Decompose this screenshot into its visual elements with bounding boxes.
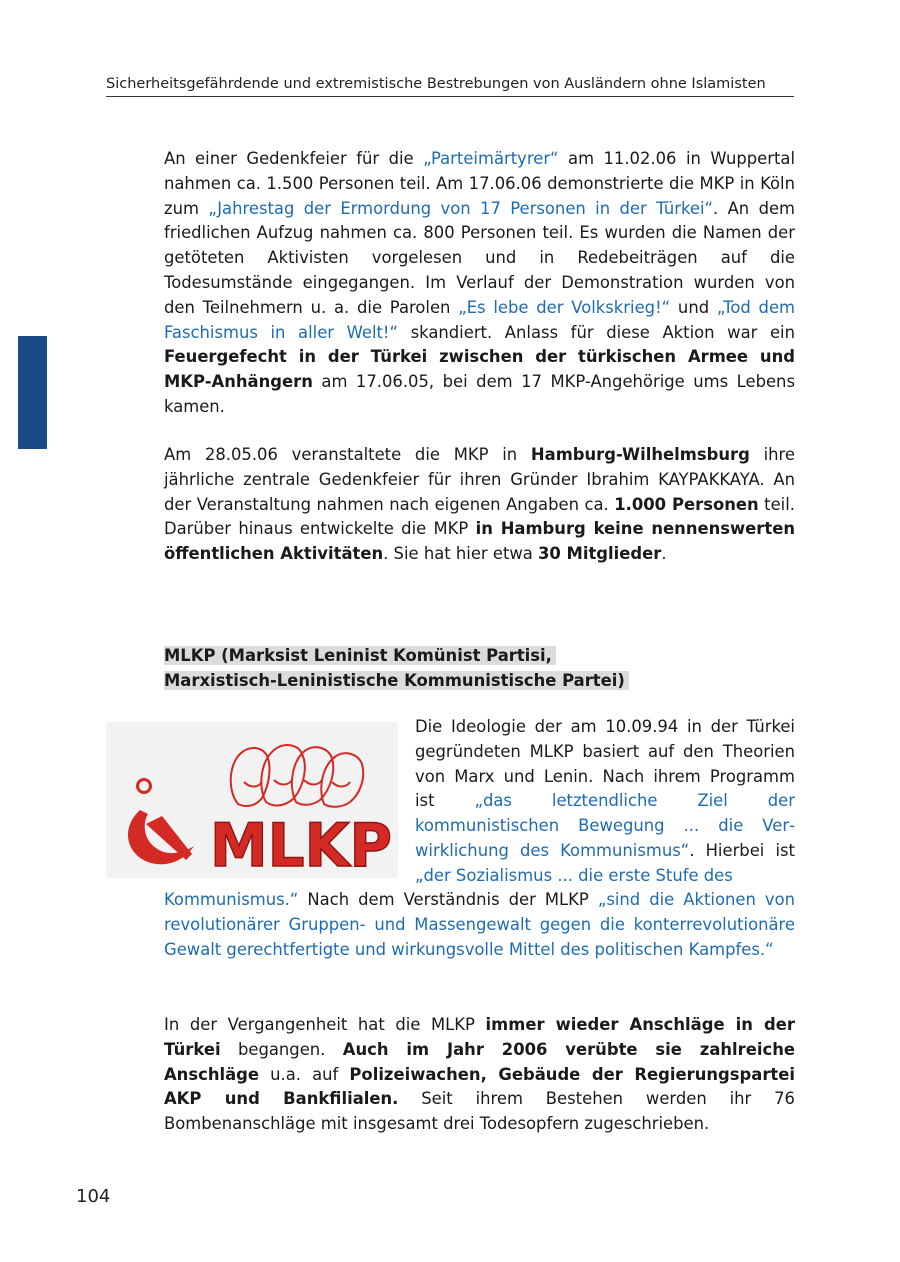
quote: Kommunismus.“ xyxy=(164,890,299,909)
text: skandiert. Anlass für diese Aktion war ein xyxy=(398,322,795,342)
emphasis: Feuergefecht in der Türkei zwischen der türkischen Armee und MKP-Anhängern xyxy=(164,347,795,392)
quote: „sind die Aktionen von revolutionärer Gruppen- und Massengewalt gegen die konterrevolutionäre Gewalt gerechtfertigte und wirkungsvolle Mittel des politischen Kampfes.“ xyxy=(164,890,795,959)
paragraph-mlkp-attacks xyxy=(164,1013,795,1137)
text: . xyxy=(661,544,667,564)
emphasis: Auch im Jahr 2006 verübte sie zahlreiche Anschläge xyxy=(164,1039,795,1084)
quote: „Jahrestag der Ermordung von 17 Personen in der Türkei“ xyxy=(208,198,714,218)
paragraph-mkp-events xyxy=(164,147,795,420)
text: . Hierbei ist xyxy=(689,840,795,860)
text: Die Ideologie der am 10.09.94 in der Türkei gegründeten MLKP basiert auf den Theorien von Marx und Lenin. Nach ihrem Programm ist xyxy=(415,717,795,811)
emphasis: immer wieder Anschläge in der Türkei xyxy=(164,1015,795,1059)
text: . Sie hat hier etwa xyxy=(383,544,539,564)
emphasis: in Hamburg keine nennenswerten öffentlichen Aktivitäten xyxy=(164,519,795,564)
paragraph-mlkp-ideology-cont xyxy=(164,888,795,962)
running-header: Sicherheitsgefährdende und extremistische Bestrebungen von Ausländern ohne Islamisten xyxy=(106,76,794,97)
text: Am 28.05.06 veranstaltete die MKP in xyxy=(164,445,531,464)
text: u.a. auf xyxy=(259,1064,350,1084)
emphasis: 30 Mitglieder xyxy=(538,544,662,564)
page-number: 104 xyxy=(76,1186,111,1207)
text: und xyxy=(670,297,717,317)
emphasis: Polizeiwachen, Gebäude der Regierungspartei AKP und Bankfilialen. xyxy=(164,1064,795,1109)
text: Nach dem Verständnis der MLKP xyxy=(298,890,598,909)
emphasis: 1.000 Personen xyxy=(614,494,759,514)
emphasis: Hamburg-Wilhelmsburg xyxy=(530,445,750,464)
section-heading-mlkp xyxy=(164,643,629,693)
text: ihre jährliche zentrale Gedenkfeier für ihren Gründer Ibrahim KAYPAKKAYA. An der Veranstaltung nahmen nach eigenen Angaben ca. xyxy=(164,445,795,514)
logo-text: MLKP xyxy=(210,811,392,878)
paragraph-mkp-hamburg xyxy=(164,443,795,567)
paragraph-mlkp-ideology-start xyxy=(415,715,795,889)
text: An einer Gedenkfeier für die xyxy=(164,149,424,168)
heading-line: MLKP (Marksist Leninist Komünist Partisi, xyxy=(164,646,556,665)
quote: „Tod dem Faschismus in aller Welt!“ xyxy=(164,297,796,342)
quote: „der Sozialismus ... die erste Stufe des xyxy=(415,865,733,885)
quote: „das letztendliche Ziel der kommunistischen Bewegung ... die Verwirklichung des Kommunismus“ xyxy=(415,791,795,860)
text: teil. Darüber hinaus entwickelte die MKP xyxy=(164,494,795,539)
text: begangen. xyxy=(220,1039,343,1059)
section-marker-tab xyxy=(18,336,47,449)
text: In der Vergangenheit hat die MLKP xyxy=(164,1015,486,1034)
heading-line: Marxistisch-Leninistische Kommunistische Partei) xyxy=(164,671,629,690)
text: am 11.02.06 in Wuppertal nahmen ca. 1.500 Personen teil. Am 17.06.06 demonstrierte die MKP in Köln zum xyxy=(164,149,796,218)
quote: „Es lebe der Volkskrieg!“ xyxy=(458,297,671,317)
text: . An dem friedlichen Aufzug nahmen ca. 800 Personen teil. Es wurden die Namen der getöteten Aktivisten vorgelesen und in Redebeiträgen auf die Todesumstände eingegangen. Im Verlauf der Demonstration wurden von den Teilnehmern u. a. die Parolen xyxy=(164,198,796,317)
mlkp-logo xyxy=(106,722,398,878)
quote: „Parteimärtyrer“ xyxy=(423,149,559,168)
text: Seit ihrem Bestehen werden ihr 76 Bombenanschläge mit insgesamt drei Todesopfern zugeschrieben. xyxy=(164,1089,795,1134)
text: am 17.06.05, bei dem 17 MKP-Angehörige ums Lebens kamen. xyxy=(164,372,795,416)
